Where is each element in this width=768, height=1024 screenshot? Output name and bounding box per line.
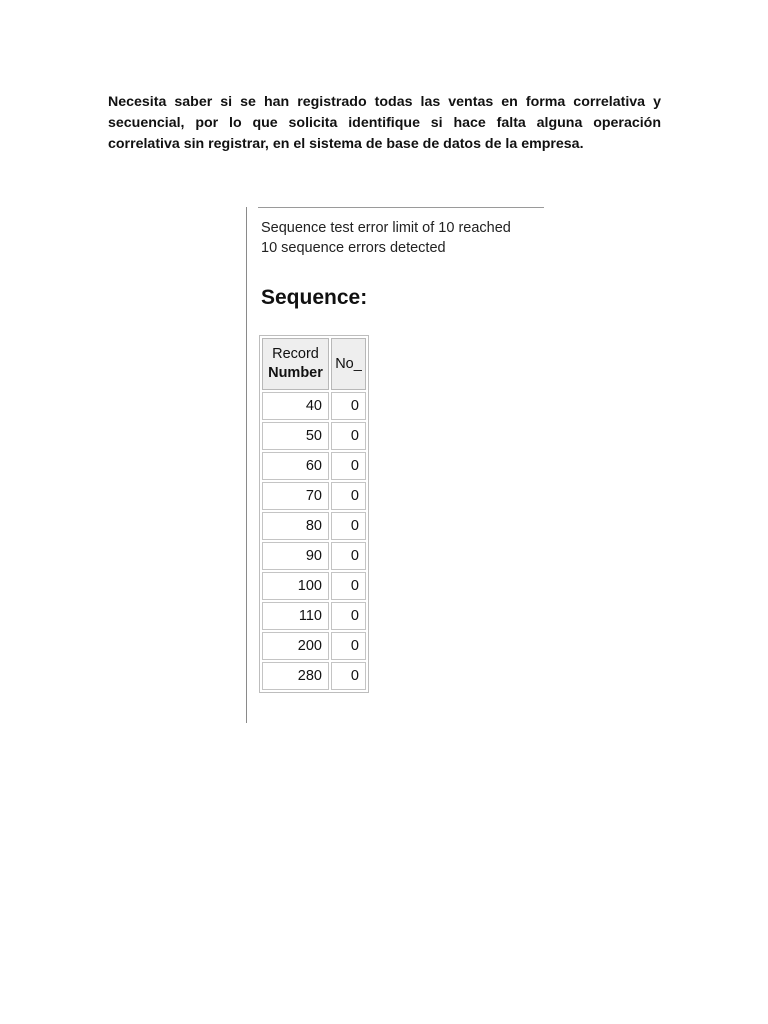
no-cell: 0 (331, 662, 366, 690)
no-cell: 0 (331, 632, 366, 660)
no-cell: 0 (331, 392, 366, 420)
sequence-heading: Sequence: (261, 286, 368, 309)
report-left-border (246, 207, 247, 723)
record-number-cell: 90 (262, 542, 329, 570)
no-cell: 0 (331, 602, 366, 630)
report-top-divider (258, 207, 544, 208)
table-header-row (262, 338, 366, 390)
record-number-cell: 80 (262, 512, 329, 540)
no-cell: 0 (331, 572, 366, 600)
no-cell: 0 (331, 542, 366, 570)
record-number-cell: 60 (262, 452, 329, 480)
errors-detected-message: 10 sequence errors detected (261, 240, 446, 256)
table-row (262, 482, 366, 510)
table-row (262, 662, 366, 690)
table-row (262, 392, 366, 420)
record-number-cell: 50 (262, 422, 329, 450)
header-record-line1: Record (272, 346, 319, 362)
record-number-cell: 70 (262, 482, 329, 510)
table-row (262, 602, 366, 630)
sequence-table (259, 335, 369, 693)
no-cell: 0 (331, 452, 366, 480)
no-cell: 0 (331, 422, 366, 450)
column-header-no: No_ (331, 338, 366, 390)
table-row (262, 572, 366, 600)
header-record-line2: Number (268, 365, 323, 381)
table-row (262, 632, 366, 660)
intro-paragraph: Necesita saber si se han registrado todas las ventas en forma correlativa y secuencial, por lo que solicita identifique si hace falta alguna operación correlativa sin registrar, en el sistema de base de datos de la empresa. (108, 94, 661, 152)
table-row (262, 512, 366, 540)
sequence-report-screenshot (246, 207, 544, 723)
no-cell: 0 (331, 512, 366, 540)
table-row (262, 542, 366, 570)
record-number-cell: 110 (262, 602, 329, 630)
record-number-cell: 100 (262, 572, 329, 600)
table-row (262, 422, 366, 450)
table-row (262, 452, 366, 480)
record-number-cell: 40 (262, 392, 329, 420)
column-header-record-number (262, 338, 329, 390)
no-cell: 0 (331, 482, 366, 510)
record-number-cell: 280 (262, 662, 329, 690)
record-number-cell: 200 (262, 632, 329, 660)
error-limit-message: Sequence test error limit of 10 reached (261, 220, 511, 236)
